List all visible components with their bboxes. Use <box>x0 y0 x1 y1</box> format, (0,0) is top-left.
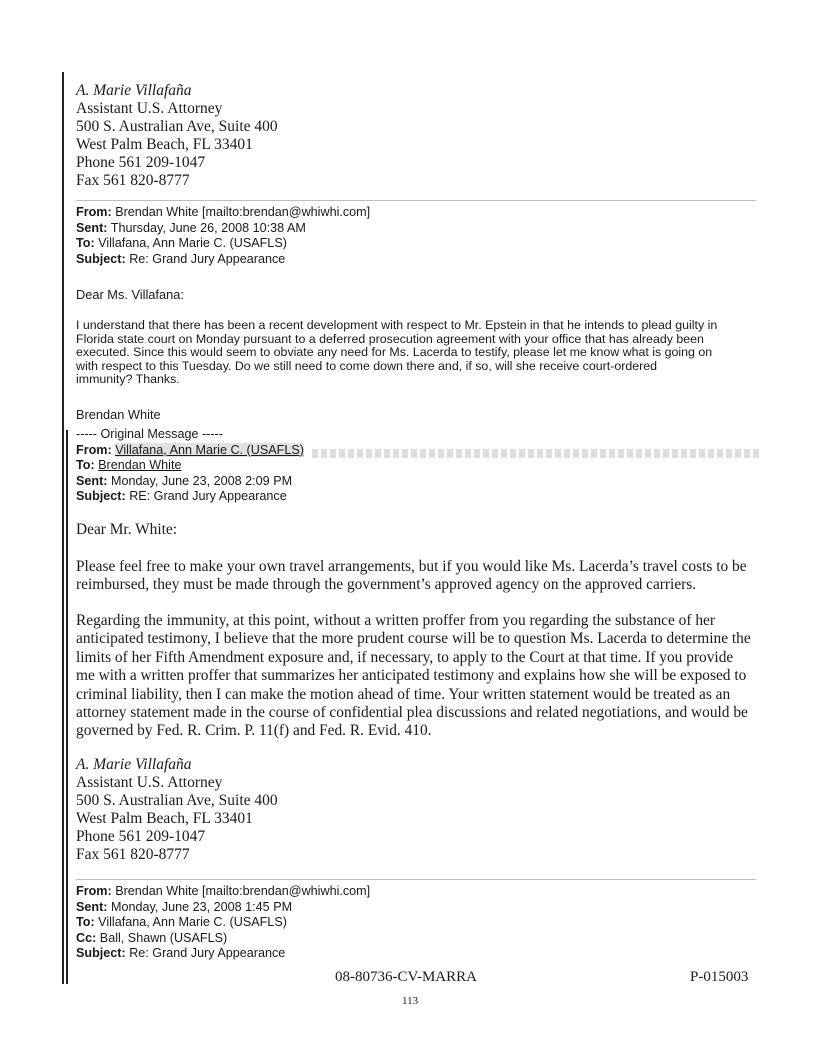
email1-greeting: Dear Ms. Villafana: <box>76 287 184 302</box>
to-value: Villafana, Ann Marie C. (USAFLS) <box>98 236 287 250</box>
paragraph-line: attorney statement made in the course of confidential plea discussions and related negotiations, and would be <box>76 704 748 722</box>
from-label: From: <box>76 205 112 219</box>
sent-value: Thursday, June 26, 2008 10:38 AM <box>110 220 306 235</box>
body-line: with respect to this Tuesday. Do we still need to come down there and, if so, will she receive court-ordered <box>76 358 658 373</box>
scan-noise <box>312 446 812 458</box>
original-from-value[interactable]: Villafana, Ann Marie C. (USAFLS) <box>115 442 304 457</box>
bates-number: P-015003 <box>690 969 749 985</box>
case-number: 08-80736-CV-MARRA <box>335 969 477 985</box>
original-message-marker: ----- Original Message ----- <box>76 427 223 441</box>
letter-paragraph-2 <box>76 612 806 741</box>
email1-body <box>76 319 796 387</box>
signature-title: Assistant U.S. Attorney <box>76 100 223 117</box>
signature-name: A. Marie Villafaña <box>76 756 192 773</box>
cc-label: Cc: <box>76 930 97 945</box>
sent-label: Sent: <box>76 899 108 914</box>
original-message-header <box>76 427 304 505</box>
signature-phone: Phone 561 209-1047 <box>76 828 206 845</box>
paragraph-line: criminal liability, then I can make the motion ahead of time. Your written statement would be treated as an <box>76 685 731 703</box>
from-label: From: <box>76 884 112 898</box>
email-separator-1 <box>76 200 756 201</box>
subject-label: Subject: <box>76 946 126 960</box>
signature-fax: Fax 561 820-8777 <box>76 172 190 189</box>
original-to-value[interactable]: Brendan White <box>98 458 182 472</box>
paragraph-line: governed by Fed. R. Crim. P. 11(f) and Fed. R. Evid. 410. <box>76 722 432 740</box>
from-value: Brendan White [mailto:brendan@whiwhi.com] <box>115 205 371 219</box>
from-label: From: <box>76 442 112 457</box>
to-value: Villafana, Ann Marie C. (USAFLS) <box>98 915 287 929</box>
email-header-2 <box>76 884 370 962</box>
quote-bar-outer <box>62 72 64 984</box>
email-separator-2 <box>76 879 756 880</box>
signature-address-line1: 500 S. Australian Ave, Suite 400 <box>76 792 278 809</box>
paragraph-line: Please feel free to make your own travel arrangements, but if you would like Ms. Lacerda’s travel costs to be <box>76 558 747 575</box>
signature-name: A. Marie Villafaña <box>76 82 192 99</box>
signature-title: Assistant U.S. Attorney <box>76 774 223 791</box>
subject-value: Re: Grand Jury Appearance <box>129 946 286 960</box>
signature-phone: Phone 561 209-1047 <box>76 154 206 171</box>
quote-bar-inner <box>66 430 68 984</box>
email1-signoff: Brendan White <box>76 407 161 422</box>
subject-label: Subject: <box>76 489 126 503</box>
body-line: executed. Since this would seem to obviate any need for Ms. Lacerda to testify, please let me know what is going on <box>76 345 713 360</box>
signature-block-1 <box>76 82 278 190</box>
body-line: I understand that there has been a recent development with respect to Mr. Epstein in that he intends to plead guilty in <box>76 318 718 332</box>
signature-address-line2: West Palm Beach, FL 33401 <box>76 810 253 827</box>
from-value: Brendan White [mailto:brendan@whiwhi.com] <box>115 884 371 898</box>
signature-block-2 <box>76 756 278 864</box>
body-line: immunity? Thanks. <box>76 372 180 387</box>
paragraph-line: anticipated testimony, I believe that the more prudent course will be to question Ms. Lacerda to determine the <box>76 630 751 648</box>
body-line: Florida state court on Monday pursuant to a deferred prosecution agreement with your office that has already been <box>76 331 704 346</box>
signature-address-line2: West Palm Beach, FL 33401 <box>76 136 253 153</box>
email-header-1 <box>76 205 370 267</box>
signature-fax: Fax 561 820-8777 <box>76 846 190 863</box>
to-label: To: <box>76 458 95 472</box>
paragraph-line: reimbursed, they must be made through the government’s approved agency on the approved carriers. <box>76 576 697 594</box>
subject-value: Re: Grand Jury Appearance <box>129 251 286 266</box>
signature-address-line1: 500 S. Australian Ave, Suite 400 <box>76 118 278 135</box>
page-number: 113 <box>402 995 419 1007</box>
paragraph-line: Regarding the immunity, at this point, without a written proffer from you regarding the substance of her <box>76 612 715 629</box>
to-label: To: <box>76 236 95 250</box>
sent-value: Monday, June 23, 2008 1:45 PM <box>110 899 293 914</box>
letter-greeting: Dear Mr. White: <box>76 521 178 538</box>
to-label: To: <box>76 915 95 929</box>
paragraph-line: limits of her Fifth Amendment exposure and, if necessary, to apply to the Court at that time. If you provide <box>76 648 734 666</box>
original-subject-value: RE: Grand Jury Appearance <box>129 489 287 503</box>
sent-label: Sent: <box>76 220 108 235</box>
letter-paragraph-1 <box>76 558 806 595</box>
paragraph-line: me with a written proffer that summarizes her anticipated testimony and explains how she will be exposed to <box>76 667 747 685</box>
subject-label: Subject: <box>76 251 126 266</box>
original-sent-value: Monday, June 23, 2008 2:09 PM <box>110 473 293 488</box>
sent-label: Sent: <box>76 473 108 488</box>
cc-value: Ball, Shawn (USAFLS) <box>99 930 228 945</box>
